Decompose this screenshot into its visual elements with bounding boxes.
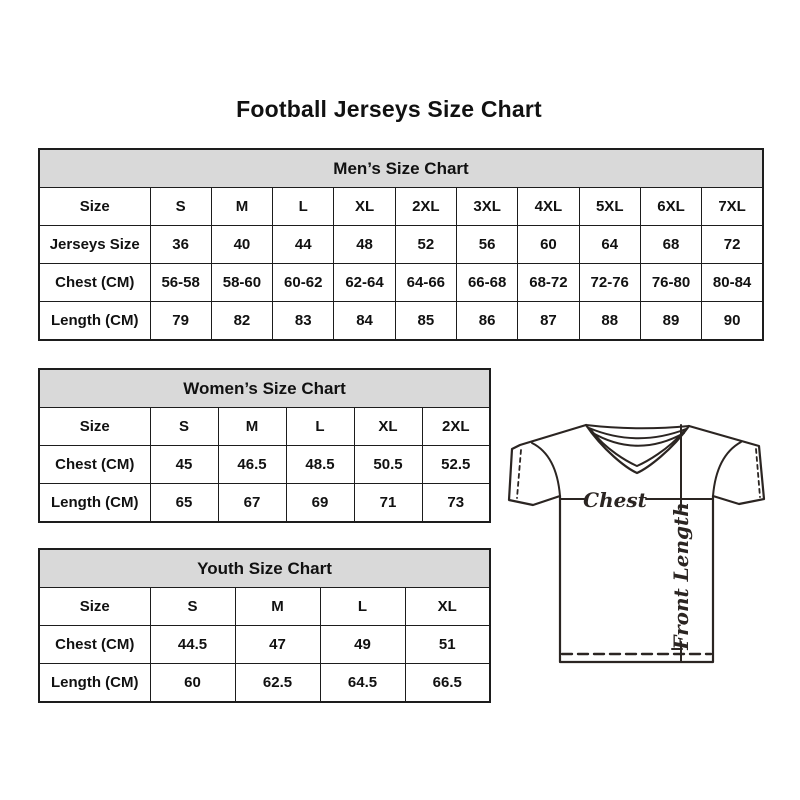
table-cell: 84 (334, 302, 395, 341)
table-cell: 87 (518, 302, 579, 341)
table-cell: XL (354, 408, 422, 446)
womens-size-chart-section (38, 368, 491, 523)
row-label: Chest (CM) (39, 446, 150, 484)
table-cell: 7XL (702, 188, 763, 226)
table-cell: 44 (273, 226, 334, 264)
table-title: Women’s Size Chart (39, 369, 490, 408)
table-cell: 83 (273, 302, 334, 341)
table-cell: 2XL (422, 408, 490, 446)
table-cell: 60 (518, 226, 579, 264)
table-cell: 64-66 (395, 264, 456, 302)
table-cell: 51 (405, 626, 490, 664)
table-cell: 49 (320, 626, 405, 664)
row-label: Length (CM) (39, 484, 150, 523)
table-title: Youth Size Chart (39, 549, 490, 588)
table-row (39, 446, 490, 484)
mens-size-chart-section (38, 148, 764, 341)
table-cell: S (150, 408, 218, 446)
row-label: Chest (CM) (39, 264, 150, 302)
right-sleeve-seam (713, 442, 741, 496)
row-label: Size (39, 188, 150, 226)
chest-measure-label: Chest (583, 488, 647, 512)
row-label: Chest (CM) (39, 626, 150, 664)
table-cell: XL (334, 188, 395, 226)
table-cell: 5XL (579, 188, 640, 226)
table-cell: 40 (211, 226, 272, 264)
table-row (39, 588, 490, 626)
table-row (39, 302, 763, 341)
table-cell: S (150, 188, 211, 226)
table-cell: 52 (395, 226, 456, 264)
table-row (39, 484, 490, 523)
table-cell: 4XL (518, 188, 579, 226)
table-cell: M (218, 408, 286, 446)
table-cell: XL (405, 588, 490, 626)
table-cell: 82 (211, 302, 272, 341)
row-label: Length (CM) (39, 664, 150, 703)
row-label: Length (CM) (39, 302, 150, 341)
table-cell: 80-84 (702, 264, 763, 302)
table-row (39, 408, 490, 446)
table-cell: 56-58 (150, 264, 211, 302)
table-cell: M (235, 588, 320, 626)
table-row (39, 188, 763, 226)
collar-back-line (586, 425, 689, 428)
table-cell: 67 (218, 484, 286, 523)
table-cell: 68-72 (518, 264, 579, 302)
table-cell: 69 (286, 484, 354, 523)
table-row (39, 664, 490, 703)
table-cell: 50.5 (354, 446, 422, 484)
table-cell: 71 (354, 484, 422, 523)
table-cell: L (320, 588, 405, 626)
row-label: Jerseys Size (39, 226, 150, 264)
collar-arc-1 (589, 428, 686, 438)
table-cell: 72 (702, 226, 763, 264)
page-title: Football Jerseys Size Chart (236, 96, 542, 122)
table-cell: M (211, 188, 272, 226)
front-length-measure-label: Front Length (669, 502, 693, 650)
table-cell: L (286, 408, 354, 446)
table-row (39, 226, 763, 264)
table-title: Men’s Size Chart (39, 149, 763, 188)
table-cell: 52.5 (422, 446, 490, 484)
table-cell: 46.5 (218, 446, 286, 484)
mens-size-table (38, 148, 764, 341)
table-cell: S (150, 588, 235, 626)
jersey-measurement-diagram-icon (498, 412, 778, 668)
table-cell: 47 (235, 626, 320, 664)
left-cuff-dash (517, 450, 521, 498)
table-cell: 89 (640, 302, 701, 341)
table-cell: 6XL (640, 188, 701, 226)
left-sleeve-seam (532, 443, 560, 496)
table-cell: 36 (150, 226, 211, 264)
table-cell: 60 (150, 664, 235, 703)
table-cell: 85 (395, 302, 456, 341)
table-cell: 58-60 (211, 264, 272, 302)
table-cell: 44.5 (150, 626, 235, 664)
table-cell: 3XL (456, 188, 517, 226)
table-cell: L (273, 188, 334, 226)
table-cell: 90 (702, 302, 763, 341)
table-cell: 88 (579, 302, 640, 341)
table-cell: 66.5 (405, 664, 490, 703)
row-label: Size (39, 408, 150, 446)
table-cell: 76-80 (640, 264, 701, 302)
table-row (39, 264, 763, 302)
table-cell: 60-62 (273, 264, 334, 302)
table-cell: 72-76 (579, 264, 640, 302)
table-cell: 64.5 (320, 664, 405, 703)
table-row (39, 626, 490, 664)
table-cell: 73 (422, 484, 490, 523)
table-cell: 48 (334, 226, 395, 264)
table-cell: 65 (150, 484, 218, 523)
row-label: Size (39, 588, 150, 626)
table-cell: 66-68 (456, 264, 517, 302)
table-cell: 79 (150, 302, 211, 341)
table-cell: 2XL (395, 188, 456, 226)
table-cell: 62.5 (235, 664, 320, 703)
table-cell: 45 (150, 446, 218, 484)
table-cell: 62-64 (334, 264, 395, 302)
table-cell: 68 (640, 226, 701, 264)
youth-size-chart-section (38, 548, 491, 703)
youth-size-table (38, 548, 491, 703)
jersey-outline (509, 425, 764, 662)
womens-size-table (38, 368, 491, 523)
table-cell: 48.5 (286, 446, 354, 484)
table-cell: 64 (579, 226, 640, 264)
table-cell: 86 (456, 302, 517, 341)
table-cell: 56 (456, 226, 517, 264)
